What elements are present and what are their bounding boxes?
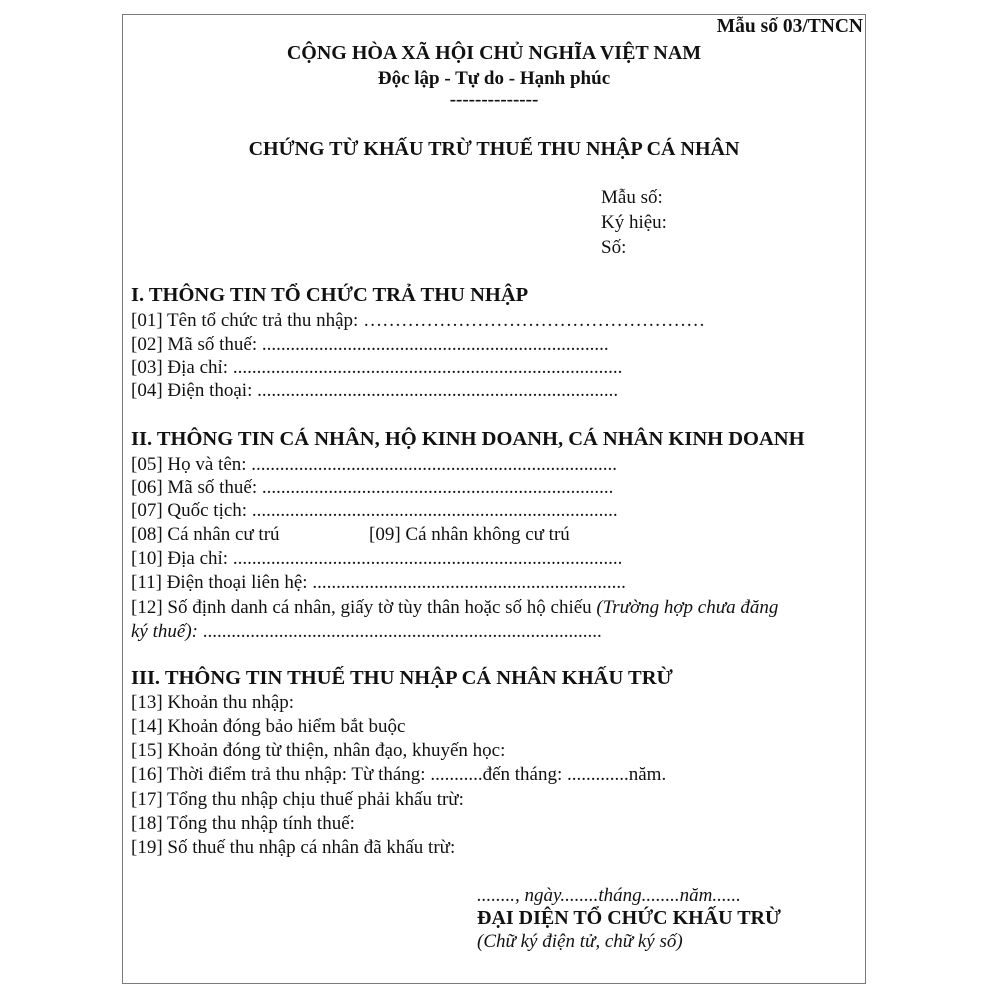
field-14: [14] Khoản đóng bảo hiểm bắt buộc (131, 716, 406, 737)
signature-title: ĐẠI DIỆN TỔ CHỨC KHẤU TRỪ (477, 907, 781, 929)
field-08: [08] Cá nhân cư trú (131, 524, 280, 545)
nation-title: CỘNG HÒA XÃ HỘI CHỦ NGHĨA VIỆT NAM (286, 42, 702, 64)
serial-symbol: Ký hiệu: (601, 212, 667, 233)
signature-date-line: ........, ngày........tháng........năm...... (477, 885, 741, 906)
section2-heading: II. THÔNG TIN CÁ NHÂN, HỘ KINH DOANH, CÁ NHÂN KINH DOANH (131, 428, 805, 450)
section3-heading: III. THÔNG TIN THUẾ THU NHẬP CÁ NHÂN KHẤU TRỪ (131, 667, 673, 689)
field-17: [17] Tổng thu nhập chịu thuế phải khấu trừ: (131, 789, 464, 810)
field-12-label: [12] Số định danh cá nhân, giấy tờ tùy thân hoặc số hộ chiếu (131, 597, 592, 618)
field-18: [18] Tổng thu nhập tính thuế: (131, 813, 355, 834)
serial-number: Số: (601, 237, 627, 258)
field-02: [02] Mã số thuế: ......................................................................... (131, 334, 609, 355)
field-06: [06] Mã số thuế: .......................................................................... (131, 477, 614, 498)
motto: Độc lập - Tự do - Hạnh phúc (377, 68, 611, 89)
field-12-continued (131, 621, 602, 643)
field-07: [07] Quốc tịch: ............................................................................. (131, 500, 618, 521)
form-code: Mẫu số 03/TNCN (716, 16, 863, 37)
section1-heading: I. THÔNG TIN TỔ CHỨC TRẢ THU NHẬP (131, 284, 529, 306)
field-15: [15] Khoản đóng từ thiện, nhân đạo, khuyến học: (131, 740, 506, 761)
field-12-dots: .................................................................................... (197, 621, 602, 642)
field-01: [01] Tên tổ chức trả thu nhập: ……………………………………………… (131, 310, 706, 331)
field-19: [19] Số thuế thu nhập cá nhân đã khấu trừ: (131, 837, 456, 858)
serial-form-no: Mẫu số: (601, 187, 663, 208)
field-10: [10] Địa chỉ: .................................................................................. (131, 548, 623, 569)
document-title: CHỨNG TỪ KHẤU TRỪ THUẾ THU NHẬP CÁ NHÂN (248, 138, 740, 160)
field-13: [13] Khoản thu nhập: (131, 692, 295, 713)
field-05: [05] Họ và tên: ............................................................................. (131, 454, 618, 475)
field-04: [04] Điện thoại: ............................................................................ (131, 380, 619, 401)
field-09: [09] Cá nhân không cư trú (369, 524, 570, 545)
field-12 (131, 597, 778, 619)
field-16: [16] Thời điểm trả thu nhập: Từ tháng: ...........đến tháng: .............năm. (131, 764, 667, 785)
field-11: [11] Điện thoại liên hệ: .................................................................. (131, 572, 626, 593)
header-separator: -------------- (449, 89, 539, 110)
field-03: [03] Địa chỉ: .................................................................................. (131, 357, 623, 378)
signature-note: (Chữ ký điện tử, chữ ký số) (477, 931, 683, 952)
field-12-note: (Trường hợp chưa đăng (596, 597, 779, 618)
field-12-note-end: ký thuế): (131, 621, 198, 642)
